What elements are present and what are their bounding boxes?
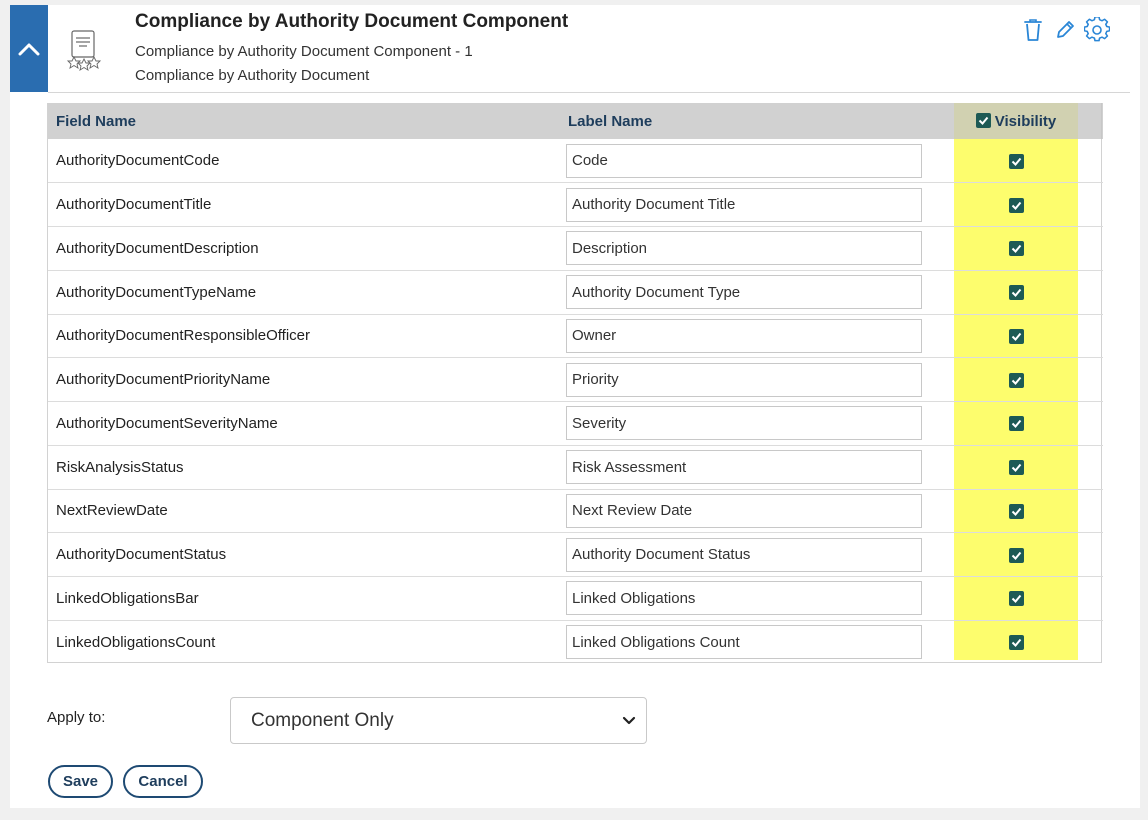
settings-button[interactable] xyxy=(1084,17,1110,43)
visibility-cell xyxy=(954,620,1078,664)
checkmark-icon xyxy=(1010,461,1023,474)
row-spacer xyxy=(1078,227,1103,271)
table-row xyxy=(48,402,1103,446)
visibility-select-all-checkbox[interactable] xyxy=(976,113,991,128)
checkmark-icon xyxy=(977,114,990,127)
certificate-icon xyxy=(66,27,102,73)
label-name-cell xyxy=(560,183,954,227)
label-name-input[interactable] xyxy=(566,188,922,222)
chevron-up-icon xyxy=(18,42,40,56)
label-name-input[interactable] xyxy=(566,231,922,265)
table-row xyxy=(48,620,1103,664)
table-row xyxy=(48,314,1103,358)
label-name-cell xyxy=(560,533,954,577)
row-spacer xyxy=(1078,402,1103,446)
visibility-checkbox[interactable] xyxy=(1009,591,1024,606)
label-name-input[interactable] xyxy=(566,538,922,572)
table-row xyxy=(48,577,1103,621)
label-name-cell xyxy=(560,227,954,271)
checkmark-icon xyxy=(1010,636,1023,649)
visibility-cell xyxy=(954,577,1078,621)
field-name-cell: AuthorityDocumentDescription xyxy=(56,239,259,257)
label-name-header: Label Name xyxy=(568,112,653,130)
visibility-checkbox[interactable] xyxy=(1009,198,1024,213)
cancel-button[interactable]: Cancel xyxy=(123,765,203,798)
visibility-checkbox[interactable] xyxy=(1009,241,1024,256)
checkmark-icon xyxy=(1010,374,1023,387)
row-spacer xyxy=(1078,139,1103,183)
chevron-down-icon xyxy=(622,716,636,726)
visibility-checkbox[interactable] xyxy=(1009,285,1024,300)
field-name-cell: LinkedObligationsBar xyxy=(56,589,199,607)
label-name-cell xyxy=(560,577,954,621)
field-name-cell: AuthorityDocumentTypeName xyxy=(56,283,257,301)
checkmark-icon xyxy=(1010,549,1023,562)
trash-icon xyxy=(1023,18,1043,42)
row-spacer xyxy=(1078,270,1103,314)
label-name-cell xyxy=(560,402,954,446)
visibility-checkbox[interactable] xyxy=(1009,548,1024,563)
label-name-cell xyxy=(560,620,954,664)
row-spacer xyxy=(1078,620,1103,664)
field-name-cell: AuthorityDocumentCode xyxy=(56,152,220,170)
checkmark-icon xyxy=(1010,330,1023,343)
field-name-cell: NextReviewDate xyxy=(56,502,168,520)
table-row xyxy=(48,270,1103,314)
row-spacer xyxy=(1078,314,1103,358)
visibility-checkbox[interactable] xyxy=(1009,329,1024,344)
row-spacer xyxy=(1078,445,1103,489)
apply-to-select[interactable] xyxy=(230,697,647,744)
field-name-cell: RiskAnalysisStatus xyxy=(56,458,184,476)
visibility-cell xyxy=(954,489,1078,533)
visibility-checkbox[interactable] xyxy=(1009,635,1024,650)
field-name-cell: AuthorityDocumentPriorityName xyxy=(56,371,271,389)
table-header-row xyxy=(48,103,1103,139)
visibility-cell xyxy=(954,445,1078,489)
pencil-icon xyxy=(1054,19,1076,41)
label-name-cell xyxy=(560,489,954,533)
checkmark-icon xyxy=(1010,505,1023,518)
table-row xyxy=(48,139,1103,183)
label-name-cell xyxy=(560,314,954,358)
visibility-cell xyxy=(954,227,1078,271)
table-row xyxy=(48,533,1103,577)
visibility-cell xyxy=(954,358,1078,402)
collapse-button[interactable] xyxy=(10,5,48,92)
row-spacer xyxy=(1078,183,1103,227)
visibility-checkbox[interactable] xyxy=(1009,504,1024,519)
label-name-input[interactable] xyxy=(566,581,922,615)
checkmark-icon xyxy=(1010,592,1023,605)
field-name-header: Field Name xyxy=(56,112,137,130)
label-name-input[interactable] xyxy=(566,363,922,397)
label-name-input[interactable] xyxy=(566,625,922,659)
visibility-cell xyxy=(954,139,1078,183)
row-spacer xyxy=(1078,577,1103,621)
field-name-cell: AuthorityDocumentTitle xyxy=(56,196,212,214)
table-row xyxy=(48,183,1103,227)
visibility-cell xyxy=(954,402,1078,446)
visibility-header xyxy=(954,103,1078,139)
field-name-cell: AuthorityDocumentStatus xyxy=(56,546,227,564)
component-type: Compliance by Authority Document xyxy=(135,67,370,84)
checkmark-icon xyxy=(1010,199,1023,212)
row-spacer xyxy=(1078,489,1103,533)
gear-icon xyxy=(1084,17,1110,43)
component-subtitle: Compliance by Authority Document Component - 1 xyxy=(135,43,473,60)
apply-to-label: Apply to: xyxy=(47,709,106,726)
visibility-cell xyxy=(954,270,1078,314)
delete-button[interactable] xyxy=(1020,17,1046,43)
label-name-input[interactable] xyxy=(566,450,922,484)
edit-button[interactable] xyxy=(1052,17,1078,43)
table-row xyxy=(48,227,1103,271)
visibility-cell xyxy=(954,533,1078,577)
header-actions xyxy=(1020,17,1110,43)
header-divider xyxy=(48,92,1130,93)
apply-to-selected-value: Component Only xyxy=(251,709,394,731)
visibility-checkbox[interactable] xyxy=(1009,416,1024,431)
visibility-cell xyxy=(954,183,1078,227)
label-name-input[interactable] xyxy=(566,319,922,353)
checkmark-icon xyxy=(1010,242,1023,255)
table-header-spacer xyxy=(1078,103,1103,139)
row-spacer xyxy=(1078,358,1103,402)
checkmark-icon xyxy=(1010,286,1023,299)
label-name-input[interactable] xyxy=(566,144,922,178)
table-row xyxy=(48,445,1103,489)
save-button[interactable]: Save xyxy=(48,765,113,798)
visibility-checkbox[interactable] xyxy=(1009,373,1024,388)
label-name-cell xyxy=(560,139,954,183)
component-title: Compliance by Authority Document Component xyxy=(135,11,569,32)
visibility-checkbox[interactable] xyxy=(1009,460,1024,475)
label-name-cell xyxy=(560,445,954,489)
field-name-cell: LinkedObligationsCount xyxy=(56,633,216,651)
label-name-input[interactable] xyxy=(566,406,922,440)
field-mapping-table xyxy=(47,103,1102,663)
label-name-cell xyxy=(560,358,954,402)
visibility-checkbox[interactable] xyxy=(1009,154,1024,169)
checkmark-icon xyxy=(1010,417,1023,430)
label-name-input[interactable] xyxy=(566,494,922,528)
visibility-cell xyxy=(954,314,1078,358)
label-name-input[interactable] xyxy=(566,275,922,309)
table-row xyxy=(48,489,1103,533)
component-panel xyxy=(10,5,1140,808)
row-spacer xyxy=(1078,533,1103,577)
field-name-cell: AuthorityDocumentResponsibleOfficer xyxy=(56,327,311,345)
table-row xyxy=(48,358,1103,402)
visibility-header-label: Visibility xyxy=(994,112,1057,130)
checkmark-icon xyxy=(1010,155,1023,168)
field-name-cell: AuthorityDocumentSeverityName xyxy=(56,414,278,432)
label-name-cell xyxy=(560,270,954,314)
